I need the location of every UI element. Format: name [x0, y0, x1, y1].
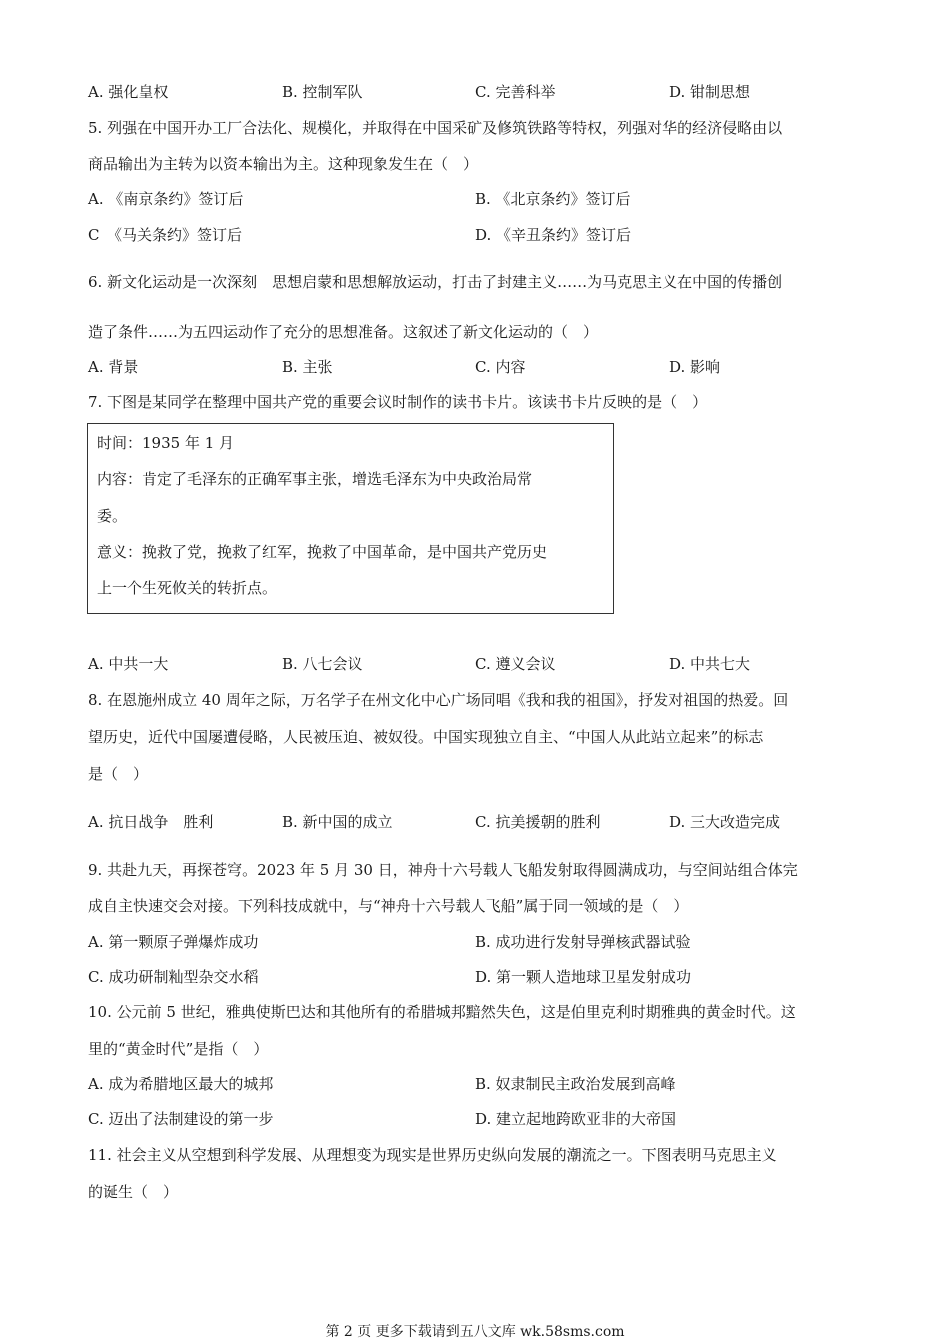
q10-stem-line-1: 10. 公元前 5 世纪，雅典使斯巴达和其他所有的希腊城邦黯然失色，这是伯里克利时期雅典的黄金时代。这	[88, 1003, 796, 1021]
q7-option-a: A. 中共一大	[88, 655, 169, 673]
q8-option-b: B. 新中国的成立	[282, 813, 393, 831]
card-significance-line-2: 上一个生死攸关的转折点。	[97, 579, 278, 597]
q5-option-b: B. 《北京条约》签订后	[475, 190, 631, 208]
q9-option-a: A. 第一颗原子弹爆炸成功	[88, 933, 259, 951]
q5-option-a: A. 《南京条约》签订后	[88, 190, 244, 208]
q11-stem-line-1: 11. 社会主义从空想到科学发展、从理想变为现实是世界历史纵向发展的潮流之一。下图表明马克思主义	[88, 1146, 777, 1164]
q8-options	[88, 812, 868, 832]
q5-option-d: D. 《辛丑条约》签订后	[475, 226, 632, 244]
q6-stem-line-2: 造了条件……为五四运动作了充分的思想准备。这叙述了新文化运动的（ ）	[88, 323, 599, 341]
page-footer: 第 2 页 更多下载请到五八文库 wk.58sms.com	[325, 1324, 625, 1340]
q4-options	[88, 82, 868, 102]
q9-option-b: B. 成功进行发射导弹核武器试验	[475, 933, 691, 951]
q6-option-a: A. 背景	[88, 358, 139, 376]
q8-stem-line-2: 望历史，近代中国屡遭侵略，人民被压迫、被奴役。中国实现独立自主、“中国人从此站立起来”的标志	[88, 728, 764, 746]
q4-option-c: C. 完善科举	[475, 83, 556, 101]
q6-options	[88, 357, 868, 377]
q10-option-a: A. 成为希腊地区最大的城邦	[88, 1075, 274, 1093]
q10-option-d: D. 建立起地跨欧亚非的大帝国	[475, 1110, 677, 1128]
q5-options-row-2	[88, 225, 868, 245]
q9-option-c: C. 成功研制籼型杂交水稻	[88, 968, 259, 986]
q10-options-row-1	[88, 1074, 868, 1094]
q8-stem-line-3: 是（ ）	[88, 765, 149, 783]
q5-options-row-1	[88, 189, 868, 209]
q7-stem: 7. 下图是某同学在整理中国共产党的重要会议时制作的读书卡片。该读书卡片反映的是（ ）	[88, 393, 708, 411]
q10-option-c: C. 迈出了法制建设的第一步	[88, 1110, 274, 1128]
q9-option-d: D. 第一颗人造地球卫星发射成功	[475, 968, 692, 986]
q6-stem-line-1: 6. 新文化运动是一次深刻 思想启蒙和思想解放运动，打击了封建主义……为马克思主义在中国的传播创	[88, 273, 783, 291]
q4-option-b: B. 控制军队	[282, 83, 363, 101]
q6-option-c: C. 内容	[475, 358, 526, 376]
card-content-line-2: 委。	[97, 507, 128, 525]
q4-option-a: A. 强化皇权	[88, 83, 169, 101]
q4-option-d: D. 钳制思想	[669, 83, 751, 101]
q6-option-b: B. 主张	[282, 358, 333, 376]
q9-stem-line-1: 9. 共赴九天，再探苍穹。2023 年 5 月 30 日，神舟十六号载人飞船发射取得圆满成功，与空间站组合体完	[88, 861, 798, 879]
q9-options-row-1	[88, 932, 868, 952]
card-significance-line-1: 意义：挽救了党，挽救了红军，挽救了中国革命，是中国共产党历史	[97, 543, 548, 561]
q5-option-c: C 《马关条约》签订后	[88, 226, 242, 244]
q10-options-row-2	[88, 1109, 868, 1129]
q9-stem-line-2: 成自主快速交会对接。下列科技成就中，与“神舟十六号载人飞船”属于同一领域的是（ ）	[88, 897, 689, 915]
q5-stem-line-2: 商品输出为主转为以资本输出为主。这种现象发生在（ ）	[88, 155, 479, 173]
q8-option-a: A. 抗日战争 胜利	[88, 813, 214, 831]
q5-stem-line-1: 5. 列强在中国开办工厂合法化、规模化，并取得在中国采矿及修筑铁路等特权，列强对华的经济侵略由以	[88, 119, 783, 137]
q8-stem-line-1: 8. 在恩施州成立 40 周年之际，万名学子在州文化中心广场同唱《我和我的祖国》，抒发对祖国的热爱。回	[88, 691, 789, 709]
reading-card	[87, 423, 614, 614]
q8-option-d: D. 三大改造完成	[669, 813, 781, 831]
card-time: 时间：1935 年 1 月	[97, 434, 235, 452]
q7-option-d: D. 中共七大	[669, 655, 751, 673]
q7-option-b: B. 八七会议	[282, 655, 363, 673]
q8-option-c: C. 抗美援朝的胜利	[475, 813, 601, 831]
q7-option-c: C. 遵义会议	[475, 655, 556, 673]
q7-options	[88, 654, 868, 674]
q10-stem-line-2: 里的“黄金时代”是指（ ）	[88, 1040, 269, 1058]
card-content-line-1: 内容：肯定了毛泽东的正确军事主张，增选毛泽东为中央政治局常	[97, 470, 533, 488]
q6-option-d: D. 影响	[669, 358, 721, 376]
q11-stem-line-2: 的诞生（ ）	[88, 1183, 179, 1201]
q9-options-row-2	[88, 967, 868, 987]
q10-option-b: B. 奴隶制民主政治发展到高峰	[475, 1075, 676, 1093]
